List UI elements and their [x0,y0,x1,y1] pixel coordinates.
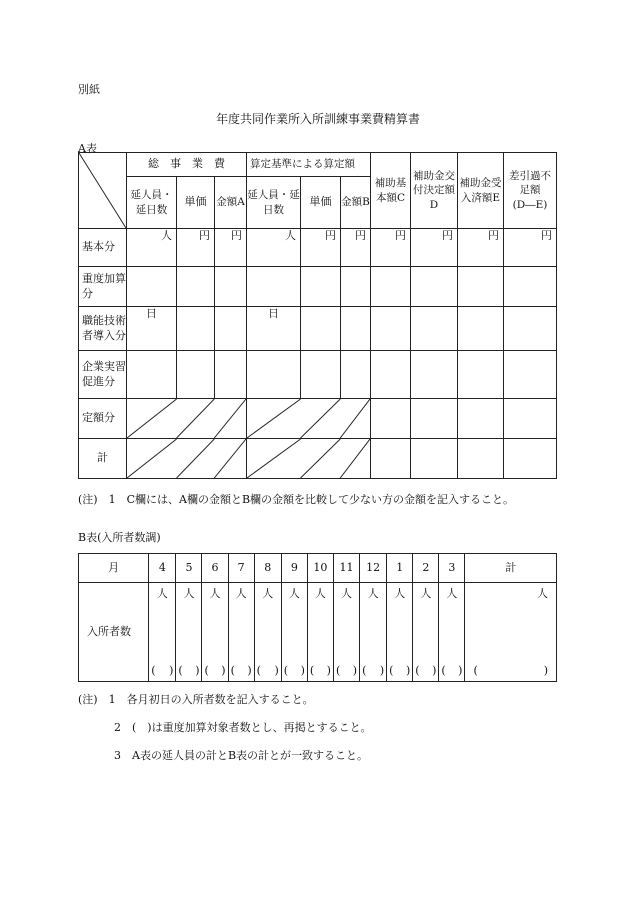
unit-yen: 円 [371,229,411,267]
slash-lines [247,399,370,438]
table-cell [504,439,557,479]
unit-person: 人 [341,587,353,600]
month-cell: 11 [333,554,359,583]
slash-lines [127,399,246,438]
paren-close: ) [221,664,226,678]
table-cell [504,399,557,439]
paren-open: ( [151,664,156,678]
unit-person: 人 [288,587,300,600]
unit-person: 人 [247,229,301,267]
table-cell [247,351,301,399]
parenthesis [415,664,436,679]
paren-open: ( [389,664,394,678]
table-b-note-2: 2 ( )は重度加算対象者数とし、再掲とすること。 [114,721,372,734]
parenthesis [473,664,548,679]
paren-open: ( [362,664,367,678]
parenthesis [231,664,252,679]
paren-open: ( [473,664,478,678]
table-cell [127,267,177,307]
residents-cell [387,583,413,682]
unit-price-header-a: 単価 [177,177,215,229]
table-cell [411,307,458,351]
total-header: 計 [465,554,557,583]
residents-cell [333,583,359,682]
month-header-row [79,554,557,583]
unit-yen: 円 [301,229,341,267]
paren-close: ) [543,664,548,678]
person-days-header-a: 延人員・延日数 [127,177,177,229]
month-header: 月 [79,554,149,583]
unit-person: 人 [420,587,432,600]
slashed-cell-b [247,439,371,479]
slashed-cell-a [127,439,247,479]
residents-label: 入所者数 [79,583,149,682]
unit-person: 人 [127,229,177,267]
table-cell [215,351,247,399]
row-label-basic: 基本分 [79,229,127,267]
table-cell [127,351,177,399]
unit-person: 人 [314,587,326,600]
table-b-caption: B表(入所者数調) [78,531,161,544]
residents-cell [360,583,387,682]
unit-person: 人 [367,587,379,600]
document-title: 年度共同作業所入所訓練事業費精算書 [216,112,421,126]
unit-day: 日 [127,307,177,351]
month-cell: 3 [439,554,465,583]
table-cell [458,351,504,399]
table-cell [215,267,247,307]
residents-cell [149,583,176,682]
unit-yen: 円 [341,229,371,267]
table-cell [371,267,411,307]
month-cell: 2 [413,554,439,583]
month-cell: 6 [202,554,228,583]
month-cell: 4 [149,554,176,583]
unit-yen: 円 [215,229,247,267]
unit-person: 人 [156,587,168,600]
table-cell [504,307,557,351]
table-cell [177,307,215,351]
residents-cell [439,583,465,682]
table-cell [458,439,504,479]
amount-b-header: 金額B [341,177,371,229]
table-b-note-1: (注) 1 各月初日の入所者数を記入すること。 [78,693,314,706]
residents-cell [281,583,307,682]
month-cell: 7 [228,554,254,583]
table-b [78,553,557,682]
paren-close: ) [274,664,279,678]
table-cell [371,439,411,479]
residents-row [79,583,557,682]
unit-yen: 円 [177,229,215,267]
row-label-fixed: 定額分 [79,399,127,439]
unit-yen: 円 [458,229,504,267]
unit-person: 人 [394,587,406,600]
unit-person: 人 [235,587,247,600]
table-cell [411,351,458,399]
table-cell [341,267,371,307]
month-cell: 9 [281,554,307,583]
unit-person: 人 [209,587,221,600]
month-cell: 12 [360,554,387,583]
table-cell [458,267,504,307]
paren-close: ) [458,664,463,678]
unit-person: 人 [537,587,548,600]
month-cell: 1 [387,554,413,583]
parenthesis [178,664,199,679]
row-label-severe: 重度加算分 [79,267,127,307]
parenthesis [310,664,331,679]
table-cell [411,439,458,479]
residents-cell [307,583,333,682]
attachment-label: 別紙 [78,83,100,96]
table-cell [411,267,458,307]
residents-cell [254,583,281,682]
parenthesis [204,664,225,679]
paren-close: ) [352,664,358,678]
person-days-header-b: 延人員・延日数 [247,177,301,229]
corner-cell [79,153,127,229]
parenthesis [441,664,462,679]
paren-close: ) [432,664,437,678]
unit-person: 人 [183,587,195,600]
table-b-note-3: 3 A表の延人員の計とB表の計とが一致すること。 [114,749,369,762]
table-cell [177,351,215,399]
difference-header: 差引過不足額(D―E) [504,153,557,229]
table-a-caption: A表 [78,142,97,155]
residents-cell [228,583,254,682]
table-cell [215,307,247,351]
table-cell [371,351,411,399]
slash-lines [247,439,370,478]
grant-decision-header: 補助金交付決定額D [411,153,458,229]
subsidy-base-header: 補助基本額C [371,153,411,229]
paren-close: ) [300,664,305,678]
table-cell [301,267,341,307]
table-cell [458,399,504,439]
table-cell [371,307,411,351]
paren-close: ) [379,664,385,678]
unit-yen: 円 [411,229,458,267]
unit-price-header-b: 単価 [301,177,341,229]
paren-close: ) [405,664,411,678]
residents-cell [176,583,202,682]
table-a-note: (注) 1 C欄には、A欄の金額とB欄の金額を比較して少ない方の金額を記入すること。 [78,493,515,506]
grant-received-header: 補助金受入済額E [458,153,504,229]
month-cell: 8 [254,554,281,583]
residents-cell [413,583,439,682]
paren-close: ) [169,664,174,678]
table-cell [411,399,458,439]
parenthesis [336,664,357,679]
row-label-enterprise: 企業実習促進分 [79,351,127,399]
table-cell [301,351,341,399]
paren-open: ( [283,664,289,678]
paren-close: ) [195,664,200,678]
table-cell [458,307,504,351]
paren-close: ) [247,664,252,678]
table-cell [247,267,301,307]
table-cell [177,267,215,307]
table-a [78,152,557,479]
slash-lines [127,439,246,478]
parenthesis [151,664,173,679]
month-cell: 10 [307,554,333,583]
table-cell [341,307,371,351]
paren-open: ( [441,664,446,678]
paren-open: ( [230,664,235,678]
unit-yen: 円 [504,229,557,267]
slashed-cell-b [247,399,371,439]
table-cell [504,267,557,307]
unit-person: 人 [446,587,458,600]
month-cell: 5 [176,554,202,583]
paren-open: ( [335,664,341,678]
residents-cell [202,583,228,682]
parenthesis [389,664,410,679]
corner-diagonal [79,153,126,228]
calc-standard-header: 算定基準による算定額 [247,153,371,177]
row-label-total: 計 [79,439,127,479]
table-cell [504,351,557,399]
amount-a-header: 金額A [215,177,247,229]
parenthesis [284,664,305,679]
parenthesis [257,664,279,679]
paren-open: ( [178,664,183,678]
paren-close: ) [326,664,331,678]
parenthesis [362,664,384,679]
table-cell [371,399,411,439]
residents-total-cell [465,583,557,682]
unit-person: 人 [262,587,274,600]
total-cost-header: 総 事 業 費 [127,153,247,177]
unit-day: 日 [247,307,301,351]
paren-open: ( [309,664,315,678]
table-cell [341,351,371,399]
paren-open: ( [415,664,420,678]
paren-open: ( [256,664,261,678]
paren-open: ( [204,664,209,678]
row-label-vocational: 職能技術者導入分 [79,307,127,351]
slashed-cell-a [127,399,247,439]
table-cell [301,307,341,351]
